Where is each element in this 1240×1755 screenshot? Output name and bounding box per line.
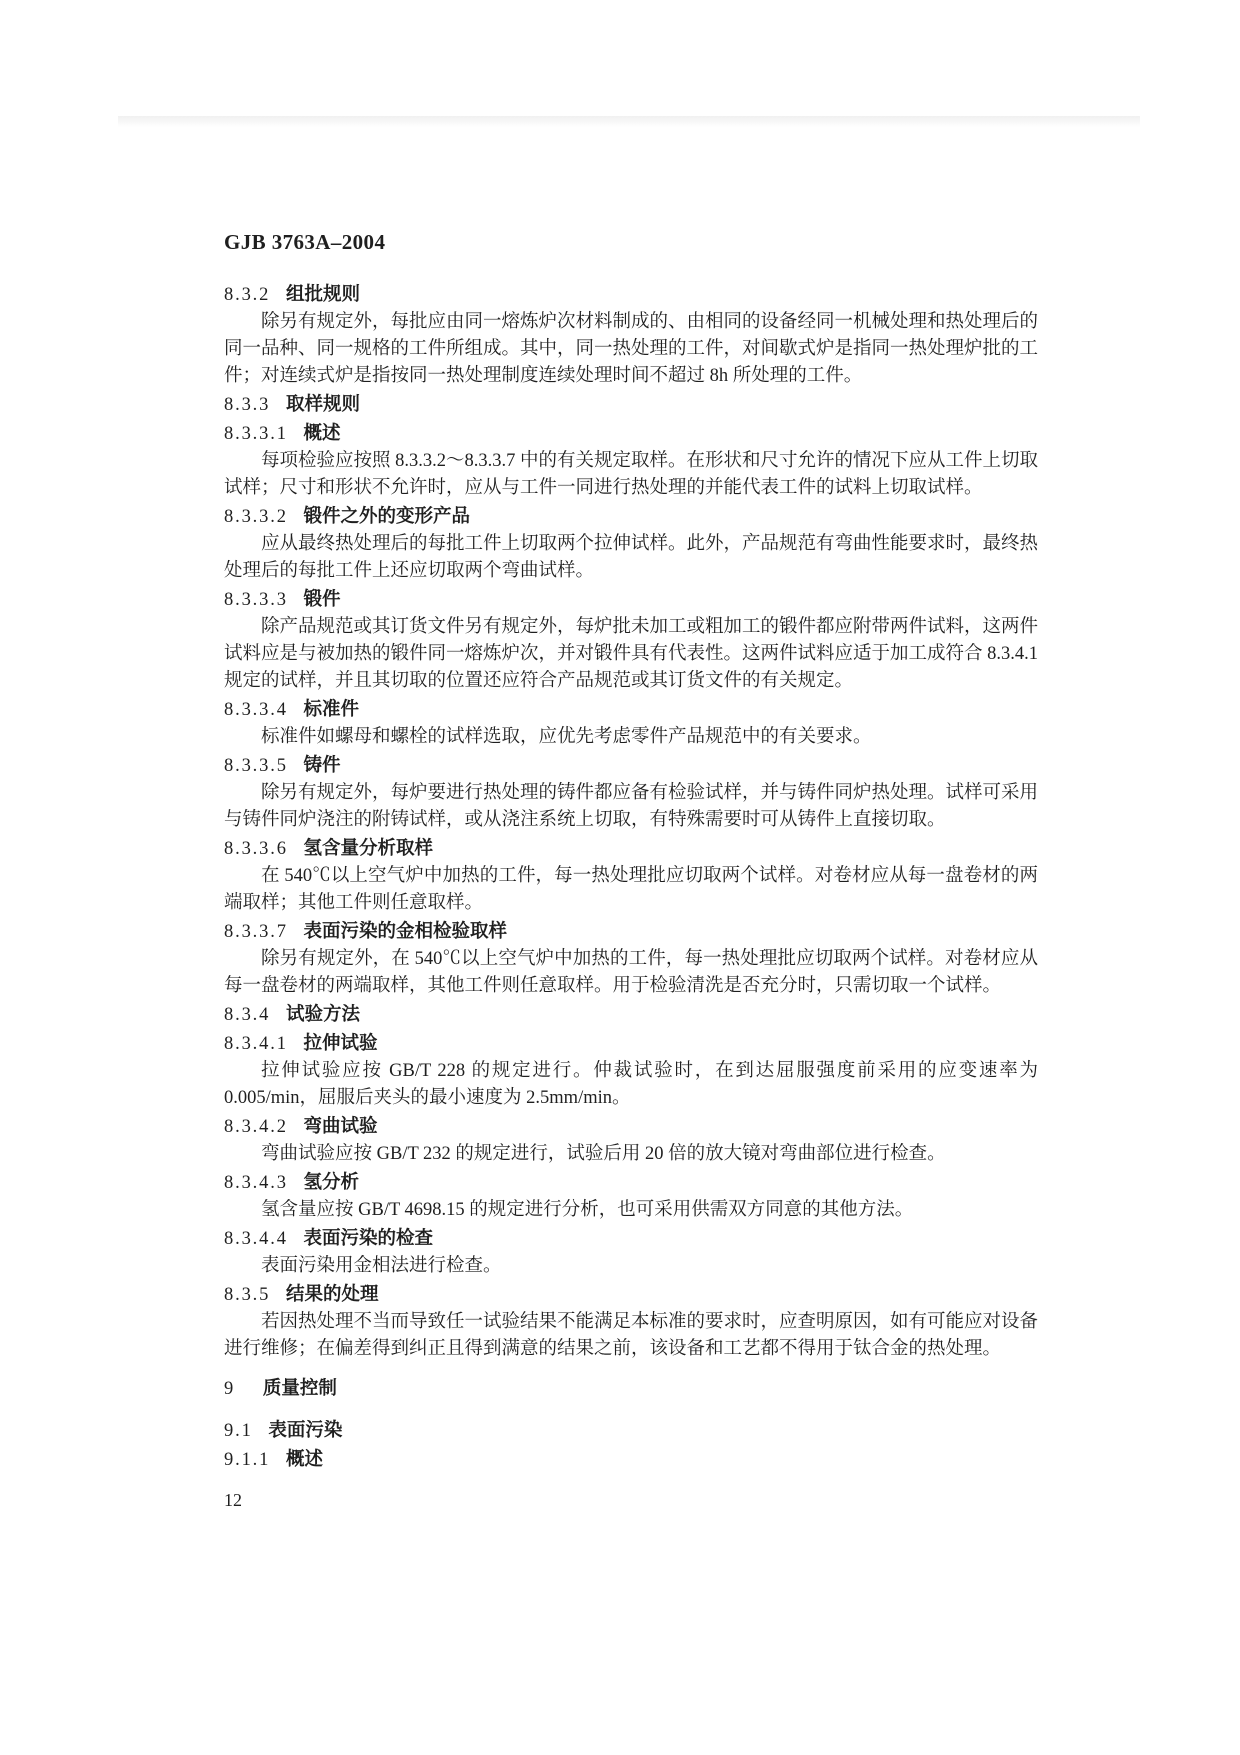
clause-title: 取样规则 bbox=[285, 393, 360, 414]
clause-heading-8.3.3.2 bbox=[224, 502, 1038, 531]
clause-heading-8.3.3.7 bbox=[224, 917, 1038, 946]
document-body bbox=[224, 280, 1038, 1514]
clause-heading-9 bbox=[224, 1374, 1038, 1403]
paragraph: 弯曲试验应按 GB/T 232 的规定进行，试验后用 20 倍的放大镜对弯曲部位进行检查。 bbox=[261, 1144, 946, 1164]
clause-title: 表面污染的检查 bbox=[303, 1227, 434, 1248]
clause-heading-8.3.4.1 bbox=[224, 1029, 1038, 1058]
clause-number: 8.3.3.1 bbox=[224, 424, 288, 444]
clause-title: 组批规则 bbox=[285, 283, 360, 304]
clause-heading-8.3.3.3 bbox=[224, 585, 1038, 614]
clause-number: 8.3.3.7 bbox=[224, 922, 288, 942]
clause-title: 表面污染 bbox=[268, 1419, 343, 1440]
clause-title: 锻件之外的变形产品 bbox=[303, 505, 471, 526]
clause-title: 铸件 bbox=[303, 754, 341, 775]
clause-heading-8.3.3.1 bbox=[224, 419, 1038, 448]
clause-title: 试验方法 bbox=[285, 1003, 360, 1024]
clause-number: 8.3.4 bbox=[224, 1005, 271, 1025]
clause-heading-8.3.3.4 bbox=[224, 695, 1038, 724]
clause-number: 8.3.3.5 bbox=[224, 756, 288, 776]
paragraph: 氢含量应按 GB/T 4698.15 的规定进行分析，也可采用供需双方同意的其他方法。 bbox=[261, 1200, 914, 1220]
paragraph: 表面污染用金相法进行检查。 bbox=[261, 1256, 502, 1276]
paragraph: 除另有规定外，每批应由同一熔炼炉次材料制成的、由相同的设备经同一机械处理和热处理后的同一品种、同一规格的工件所组成。其中，同一热处理的工件，对间歇式炉是指同一热处理炉批的工件；对连续式炉是指按同一热处理制度连续处理时间不超过 8h 所处理的工件。 bbox=[224, 312, 1039, 386]
clause-number: 8.3.4.4 bbox=[224, 1229, 288, 1249]
paragraph: 拉伸试验应按 GB/T 228 的规定进行。仲裁试验时，在到达屈服强度前采用的应变速率为 0.005/min，屈服后夹头的最小速度为 2.5mm/min。 bbox=[224, 1061, 1038, 1108]
paragraph: 每项检验应按照 8.3.3.2～8.3.3.7 中的有关规定取样。在形状和尺寸允许的情况下应从工件上切取试样；尺寸和形状不允许时，应从与工件一同进行热处理的并能代表工件的试料上切取试样。 bbox=[224, 451, 1039, 498]
clause-title: 标准件 bbox=[303, 698, 360, 719]
clause-heading-8.3.4.2 bbox=[224, 1112, 1038, 1141]
paragraph: 应从最终热处理后的每批工件上切取两个拉伸试样。此外，产品规范有弯曲性能要求时，最终热处理后的每批工件上还应切取两个弯曲试样。 bbox=[224, 534, 1039, 581]
clause-number: 8.3.2 bbox=[224, 285, 271, 305]
clause-title: 概述 bbox=[285, 1448, 323, 1469]
scan-artifact-band bbox=[118, 116, 1140, 127]
clause-number: 9.1 bbox=[224, 1421, 253, 1441]
clause-title: 氢含量分析取样 bbox=[303, 837, 434, 858]
clause-heading-9.1 bbox=[224, 1416, 1038, 1445]
clause-number: 8.3.4.2 bbox=[224, 1117, 288, 1137]
clause-number: 8.3.3.6 bbox=[224, 839, 288, 859]
clause-heading-9.1.1 bbox=[224, 1445, 1038, 1474]
paragraph: 除另有规定外，每炉要进行热处理的铸件都应备有检验试样，并与铸件同炉热处理。试样可采用与铸件同炉浇注的附铸试样，或从浇注系统上切取，有特殊需要时可从铸件上直接切取。 bbox=[224, 783, 1039, 830]
clause-title: 弯曲试验 bbox=[303, 1115, 378, 1136]
clause-heading-8.3.3 bbox=[224, 390, 1038, 419]
paragraph: 除另有规定外，在 540℃以上空气炉中加热的工件，每一热处理批应切取两个试样。对卷材应从每一盘卷材的两端取样，其他工件则任意取样。用于检验清洗是否充分时，只需切取一个试样。 bbox=[224, 949, 1038, 996]
clause-title: 概述 bbox=[303, 422, 341, 443]
clause-number: 8.3.4.1 bbox=[224, 1034, 288, 1054]
clause-heading-8.3.4.4 bbox=[224, 1224, 1038, 1253]
clause-heading-8.3.4.3 bbox=[224, 1168, 1038, 1197]
clause-number: 8.3.3.3 bbox=[224, 590, 288, 610]
paragraph: 在 540℃以上空气炉中加热的工件，每一热处理批应切取两个试样。对卷材应从每一盘卷材的两端取样；其他工件则任意取样。 bbox=[224, 866, 1038, 913]
clause-number: 8.3.3.2 bbox=[224, 507, 288, 527]
clause-heading-8.3.3.6 bbox=[224, 834, 1038, 863]
clause-number: 8.3.4.3 bbox=[224, 1173, 288, 1193]
paragraph: 标准件如螺母和螺栓的试样选取，应优先考虑零件产品规范中的有关要求。 bbox=[261, 727, 872, 747]
clause-number: 8.3.3.4 bbox=[224, 700, 288, 720]
clause-heading-8.3.5 bbox=[224, 1280, 1038, 1309]
clause-number: 8.3.3 bbox=[224, 395, 271, 415]
clause-title: 拉伸试验 bbox=[303, 1032, 378, 1053]
clause-number: 9.1.1 bbox=[224, 1450, 271, 1470]
clause-number: 8.3.5 bbox=[224, 1285, 271, 1305]
clause-title: 表面污染的金相检验取样 bbox=[303, 920, 508, 941]
clause-title: 结果的处理 bbox=[285, 1283, 379, 1304]
page-number: 12 bbox=[224, 1490, 242, 1510]
paragraph: 除产品规范或其订货文件另有规定外，每炉批未加工或粗加工的锻件都应附带两件试料，这两件试料应是与被加热的锻件同一熔炼炉次，并对锻件具有代表性。这两件试料应适于加工成符合 8.3.4.1 规定的试样，并且其切取的位置还应符合产品规范或其订货文件的有关规定。 bbox=[224, 617, 1039, 691]
clause-title: 锻件 bbox=[303, 588, 341, 609]
clause-heading-8.3.2 bbox=[224, 280, 1038, 309]
standard-number-header: GJB 3763A–2004 bbox=[224, 230, 386, 254]
clause-heading-8.3.3.5 bbox=[224, 751, 1038, 780]
clause-heading-8.3.4 bbox=[224, 1000, 1038, 1029]
clause-title: 质量控制 bbox=[262, 1377, 337, 1398]
clause-title: 氢分析 bbox=[303, 1171, 360, 1192]
clause-number: 9 bbox=[224, 1379, 236, 1399]
paragraph: 若因热处理不当而导致任一试验结果不能满足本标准的要求时，应查明原因，如有可能应对设备进行维修；在偏差得到纠正且得到满意的结果之前，该设备和工艺都不得用于钛合金的热处理。 bbox=[224, 1312, 1039, 1359]
